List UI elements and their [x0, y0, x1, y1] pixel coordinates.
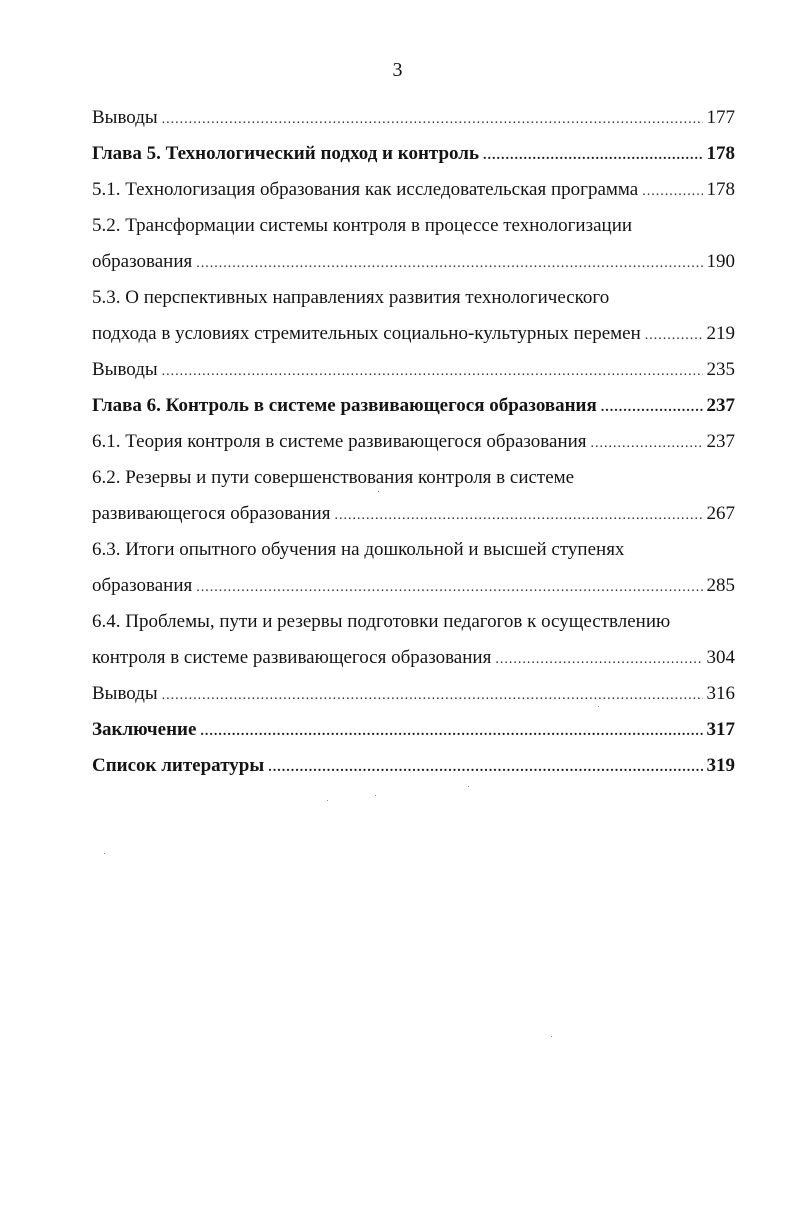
toc-entry-page: 304 — [706, 647, 735, 668]
dot-leader — [162, 102, 703, 138]
toc-entry-section-5-1[interactable] — [92, 172, 735, 208]
toc-entry-title: образования — [92, 251, 193, 272]
dot-leader — [162, 354, 703, 390]
toc-entry-title: образования — [92, 575, 193, 596]
toc-entry-page: 285 — [706, 575, 735, 596]
toc-entry-conclusions-ch4[interactable] — [92, 100, 735, 136]
dot-leader — [162, 678, 703, 714]
toc-entry-page: 319 — [706, 755, 735, 776]
scan-speck — [104, 853, 105, 854]
page-number: 3 — [392, 59, 403, 81]
toc-entry-conclusion[interactable] — [92, 712, 735, 748]
toc-entry-title: развивающегося образования — [92, 503, 331, 524]
toc-entry-page: 316 — [706, 683, 735, 704]
scan-speck — [551, 1036, 552, 1037]
toc-entry-title-line: 6.3. Итоги опытного обучения на дошкольной и высшей ступенях — [92, 539, 625, 560]
toc-entry-page: 237 — [706, 431, 735, 452]
toc-entry-chapter-5[interactable] — [92, 136, 735, 172]
dot-leader — [645, 318, 703, 354]
toc-entry-page: 237 — [706, 395, 735, 416]
toc-entry-page: 178 — [706, 179, 735, 200]
toc-entry-title: контроля в системе развивающегося образования — [92, 647, 492, 668]
toc-entry-title: 6.1. Теория контроля в системе развивающегося образования — [92, 431, 587, 452]
scan-speck — [468, 786, 469, 787]
toc-entry-section-6-2[interactable] — [92, 460, 735, 532]
toc-entry-title-line: 6.4. Проблемы, пути и резервы подготовки педагогов к осуществлению — [92, 611, 671, 632]
toc-entry-section-5-3[interactable] — [92, 280, 735, 352]
toc-entry-conclusions-ch6[interactable] — [92, 676, 735, 712]
toc-entry-chapter-6[interactable] — [92, 388, 735, 424]
toc-entry-title: Заключение — [92, 719, 197, 740]
toc-entry-page: 177 — [706, 107, 735, 128]
toc-entry-title-line: 6.2. Резервы и пути совершенствования контроля в системе — [92, 467, 575, 488]
toc-entry-title: Список литературы — [92, 755, 265, 776]
dot-leader — [591, 426, 703, 462]
toc-entry-section-6-4[interactable] — [92, 604, 735, 676]
toc-entry-title: Выводы — [92, 683, 158, 704]
toc-entry-page: 317 — [706, 719, 735, 740]
dot-leader — [601, 390, 703, 426]
toc-entry-title: Глава 6. Контроль в системе развивающегося образования — [92, 395, 597, 416]
toc-entry-bibliography[interactable] — [92, 748, 735, 784]
toc-entry-title-line: 5.3. О перспективных направлениях развития технологического — [92, 287, 610, 308]
toc-entry-title: Выводы — [92, 359, 158, 380]
dot-leader — [196, 246, 702, 282]
toc-entry-title: Выводы — [92, 107, 158, 128]
toc-entry-section-5-2[interactable] — [92, 208, 735, 280]
dot-leader — [495, 642, 702, 678]
toc-entry-section-6-1[interactable] — [92, 424, 735, 460]
dot-leader — [483, 138, 703, 174]
toc-entry-title: Глава 5. Технологический подход и контроль — [92, 143, 479, 164]
dot-leader — [200, 714, 702, 750]
toc-entry-page: 219 — [706, 323, 735, 344]
toc-entry-page: 178 — [706, 143, 735, 164]
dot-leader — [642, 174, 702, 210]
toc-entry-page: 267 — [706, 503, 735, 524]
scan-speck — [327, 800, 328, 801]
toc-entry-title: подхода в условиях стремительных социально-культурных перемен — [92, 323, 641, 344]
dot-leader — [196, 570, 702, 606]
scan-speck — [375, 795, 376, 796]
scan-speck — [598, 706, 599, 707]
toc-entry-section-6-3[interactable] — [92, 532, 735, 604]
toc-entry-title: 5.1. Технологизация образования как исследовательская программа — [92, 179, 639, 200]
dot-leader — [334, 498, 702, 534]
table-of-contents — [92, 100, 735, 784]
scan-speck — [378, 491, 379, 492]
toc-entry-page: 235 — [706, 359, 735, 380]
toc-entry-title-line: 5.2. Трансформации системы контроля в процессе технологизации — [92, 215, 633, 236]
toc-entry-conclusions-ch5[interactable] — [92, 352, 735, 388]
dot-leader — [268, 750, 702, 786]
toc-entry-page: 190 — [706, 251, 735, 272]
